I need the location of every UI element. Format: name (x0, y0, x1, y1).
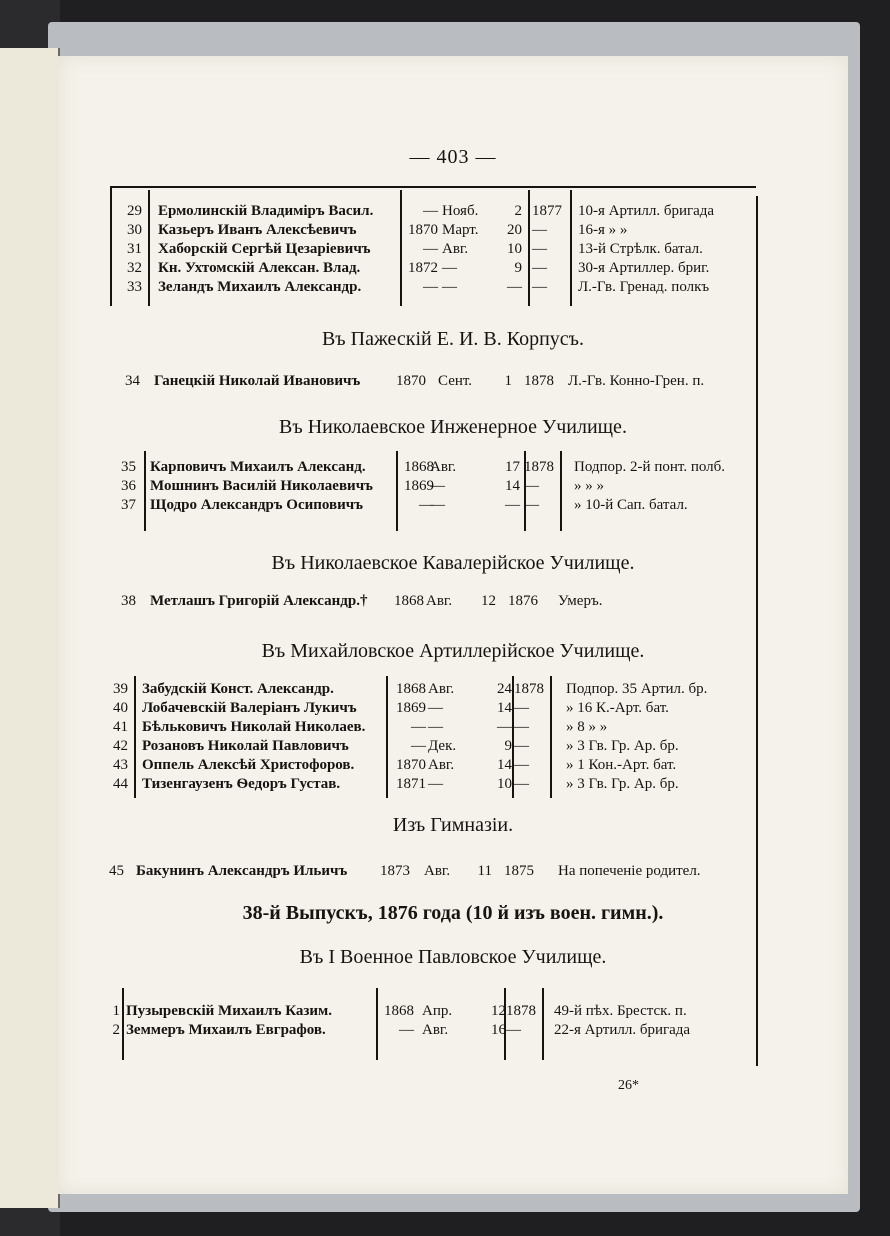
destination: Подпор. 2-й понт. полб. (574, 459, 726, 475)
register-row (58, 477, 848, 495)
entry-day: 11 (477, 863, 492, 879)
destination: » » » (574, 478, 604, 494)
entry-day: 17 (505, 459, 520, 475)
graduation-year: — (514, 738, 529, 754)
destination: 22-я Артилл. бригада (554, 1022, 691, 1038)
pupil-name: Земмеръ Михаилъ Евграфов. (126, 1022, 326, 1038)
pupil-name: Бѣльковичъ Николай Николаев. (142, 719, 366, 735)
pupil-name: Карповичъ Михаилъ Александ. (150, 459, 366, 475)
entry-month: Авг. (442, 241, 469, 257)
graduation-year: — (524, 478, 539, 494)
register-row (58, 496, 848, 514)
entry-month: Авг. (424, 863, 451, 879)
entry-number: 30 (127, 222, 142, 238)
destination: Умеръ. (558, 593, 603, 609)
entry-day: 10 (497, 776, 512, 792)
birth-year: — (423, 279, 438, 295)
pupil-name: Мошнинъ Василій Николаевичъ (150, 478, 373, 494)
pupil-name: Пузыревскій Михаилъ Казим. (126, 1003, 333, 1019)
entry-number: 29 (127, 203, 142, 219)
destination: » 10-й Сап. батал. (574, 497, 688, 513)
destination: 13-й Стрѣлк. батал. (578, 241, 703, 257)
graduation-year: 1877 (532, 203, 562, 219)
entry-number: 44 (113, 776, 128, 792)
release-heading: 38-й Выпускъ, 1876 года (10 й изъ воен. гимн.). (242, 902, 664, 924)
entry-month: Нояб. (442, 203, 479, 219)
register-row (58, 221, 848, 239)
graduation-year: — (506, 1022, 521, 1038)
entry-month: Сент. (438, 373, 473, 389)
entry-number: 1 (112, 1003, 120, 1019)
destination: » 8 » » (566, 719, 608, 735)
graduation-year: — (524, 497, 539, 513)
printer-signature: 26* (618, 1078, 639, 1093)
destination: 30-я Артиллер. бриг. (578, 260, 710, 276)
register-row (58, 592, 848, 610)
birth-year: 1869 (404, 478, 434, 494)
entry-month: Дек. (428, 738, 457, 754)
entry-day: — (505, 497, 520, 513)
entry-number: 43 (113, 757, 128, 773)
pupil-name: Забудскій Конст. Александр. (142, 681, 334, 697)
destination: Подпор. 35 Артил. бр. (566, 681, 708, 697)
entry-month: Авг. (422, 1022, 449, 1038)
entry-day: — (497, 719, 512, 735)
book-page (58, 56, 848, 1194)
graduation-year: 1878 (524, 459, 554, 475)
entry-day: — (507, 279, 522, 295)
register-row (58, 372, 848, 390)
entry-number: 38 (121, 593, 136, 609)
destination: » 3 Гв. Гр. Ар. бр. (566, 738, 679, 754)
birth-year: 1868 (394, 593, 424, 609)
register-row (58, 259, 848, 277)
graduation-year: — (532, 279, 547, 295)
destination: 10-я Артилл. бригада (578, 203, 715, 219)
entry-day: 9 (504, 738, 512, 754)
destination: » 1 Кон.-Арт. бат. (566, 757, 677, 773)
pupil-name: Зеландъ Михаилъ Александр. (158, 279, 362, 295)
pupil-name: Хаборскій Сергѣй Цезаріевичъ (158, 241, 371, 257)
entry-month: — (428, 700, 443, 716)
birth-year: — (419, 497, 434, 513)
birth-year: 1870 (396, 757, 426, 773)
entry-day: 14 (497, 700, 512, 716)
entry-day: 14 (497, 757, 512, 773)
pupil-name: Щодро Александръ Осиповичъ (150, 497, 363, 513)
entry-day: 9 (514, 260, 522, 276)
entry-month: Март. (442, 222, 479, 238)
entry-day: 20 (507, 222, 522, 238)
graduation-year: — (514, 700, 529, 716)
birth-year: 1869 (396, 700, 426, 716)
entry-month: — (428, 719, 443, 735)
birth-year: 1870 (396, 373, 426, 389)
entry-number: 40 (113, 700, 128, 716)
pupil-name: Тизенгаузенъ Ѳедоръ Густав. (142, 776, 341, 792)
entry-month: — (428, 776, 443, 792)
graduation-year: 1878 (506, 1003, 536, 1019)
entry-day: 14 (505, 478, 520, 494)
entry-number: 42 (113, 738, 128, 754)
register-row (58, 775, 848, 793)
entry-day: 10 (507, 241, 522, 257)
graduation-year: — (532, 241, 547, 257)
entry-day: 12 (481, 593, 496, 609)
entry-day: 12 (491, 1003, 506, 1019)
pupil-name: Метлашъ Григорій Александр.† (150, 593, 368, 609)
entry-month: Авг. (430, 459, 457, 475)
destination: » 3 Гв. Гр. Ар. бр. (566, 776, 679, 792)
pupil-name: Ганецкій Николай Ивановичъ (154, 373, 361, 389)
entry-number: 31 (127, 241, 142, 257)
pupil-name: Бакунинъ Александръ Ильичъ (136, 863, 348, 879)
table-top-rule (110, 186, 756, 188)
graduation-year: — (532, 260, 547, 276)
birth-year: — (423, 241, 438, 257)
entry-number: 36 (121, 478, 136, 494)
graduation-year: 1878 (524, 373, 554, 389)
entry-month: — (430, 478, 445, 494)
entry-month: Апр. (422, 1003, 453, 1019)
birth-year: 1868 (384, 1003, 414, 1019)
entry-number: 34 (125, 373, 140, 389)
destination: » 16 К.-Арт. бат. (566, 700, 669, 716)
destination: На попеченіе родител. (558, 863, 701, 879)
register-row (58, 756, 848, 774)
section-heading-engineer: Въ Николаевское Инженерное Училище. (279, 416, 627, 438)
section-heading-pages: Въ Пажескій Е. И. В. Корпусъ. (321, 328, 585, 350)
destination: 49-й пѣх. Брестск. п. (554, 1003, 687, 1019)
destination: Л.-Гв. Конно-Грен. п. (568, 373, 705, 389)
entry-number: 35 (121, 459, 136, 475)
register-row (58, 240, 848, 258)
entry-month: Авг. (428, 757, 455, 773)
entry-month: — (442, 260, 457, 276)
register-row (58, 202, 848, 220)
pupil-name: Ермолинскій Владиміръ Васил. (158, 203, 374, 219)
register-row (58, 1021, 848, 1039)
entry-number: 37 (121, 497, 136, 513)
birth-year: — (411, 738, 426, 754)
entry-number: 32 (127, 260, 142, 276)
entry-month: — (442, 279, 457, 295)
birth-year: 1872 (408, 260, 438, 276)
entry-day: 1 (504, 373, 512, 389)
graduation-year: 1876 (508, 593, 538, 609)
section-heading-gymnasium: Изъ Гимназіи. (392, 814, 514, 836)
register-row (58, 1002, 848, 1020)
register-row (58, 699, 848, 717)
entry-month: Авг. (426, 593, 453, 609)
graduation-year: — (514, 776, 529, 792)
destination: Л.-Гв. Гренад. полкъ (578, 279, 710, 295)
entry-month: — (430, 497, 445, 513)
entry-number: 2 (112, 1022, 120, 1038)
graduation-year: — (514, 719, 529, 735)
entry-number: 33 (127, 279, 142, 295)
entry-number: 39 (113, 681, 128, 697)
register-row (58, 862, 848, 880)
graduation-year: — (514, 757, 529, 773)
pupil-name: Розановъ Николай Павловичъ (142, 738, 349, 754)
birth-year: 1870 (408, 222, 438, 238)
register-row (58, 737, 848, 755)
entry-number: 45 (109, 863, 124, 879)
pupil-name: Оппель Алексѣй Христофоров. (142, 757, 355, 773)
graduation-year: — (532, 222, 547, 238)
section-heading-artillery: Въ Михайловское Артиллерійское Училище. (261, 640, 645, 662)
entry-day: 24 (497, 681, 512, 697)
birth-year: 1868 (396, 681, 426, 697)
birth-year: — (423, 203, 438, 219)
graduation-year: 1878 (514, 681, 544, 697)
page-number: — 403 — (409, 146, 497, 168)
pupil-name: Кн. Ухтомскій Алексан. Влад. (158, 260, 361, 276)
destination: 16-я » » (578, 222, 628, 238)
entry-number: 41 (113, 719, 128, 735)
entry-day: 16 (491, 1022, 506, 1038)
register-row (58, 458, 848, 476)
birth-year: 1871 (396, 776, 426, 792)
pupil-name: Казьеръ Иванъ Алексѣевичъ (158, 222, 357, 238)
page-right-rule (756, 196, 758, 1066)
entry-month: Авг. (428, 681, 455, 697)
birth-year: 1868 (404, 459, 434, 475)
birth-year: — (399, 1022, 414, 1038)
graduation-year: 1875 (504, 863, 534, 879)
birth-year: — (411, 719, 426, 735)
entry-day: 2 (514, 203, 522, 219)
register-row (58, 718, 848, 736)
pupil-name: Лобачевскій Валеріанъ Лукичъ (142, 700, 357, 716)
previous-page-edge (0, 48, 60, 1208)
birth-year: 1873 (380, 863, 410, 879)
section-heading-pavlovsk: Въ I Военное Павловское Училище. (299, 946, 607, 968)
register-row (58, 278, 848, 296)
register-row (58, 680, 848, 698)
section-heading-cavalry: Въ Николаевское Кавалерійское Училище. (271, 552, 635, 574)
